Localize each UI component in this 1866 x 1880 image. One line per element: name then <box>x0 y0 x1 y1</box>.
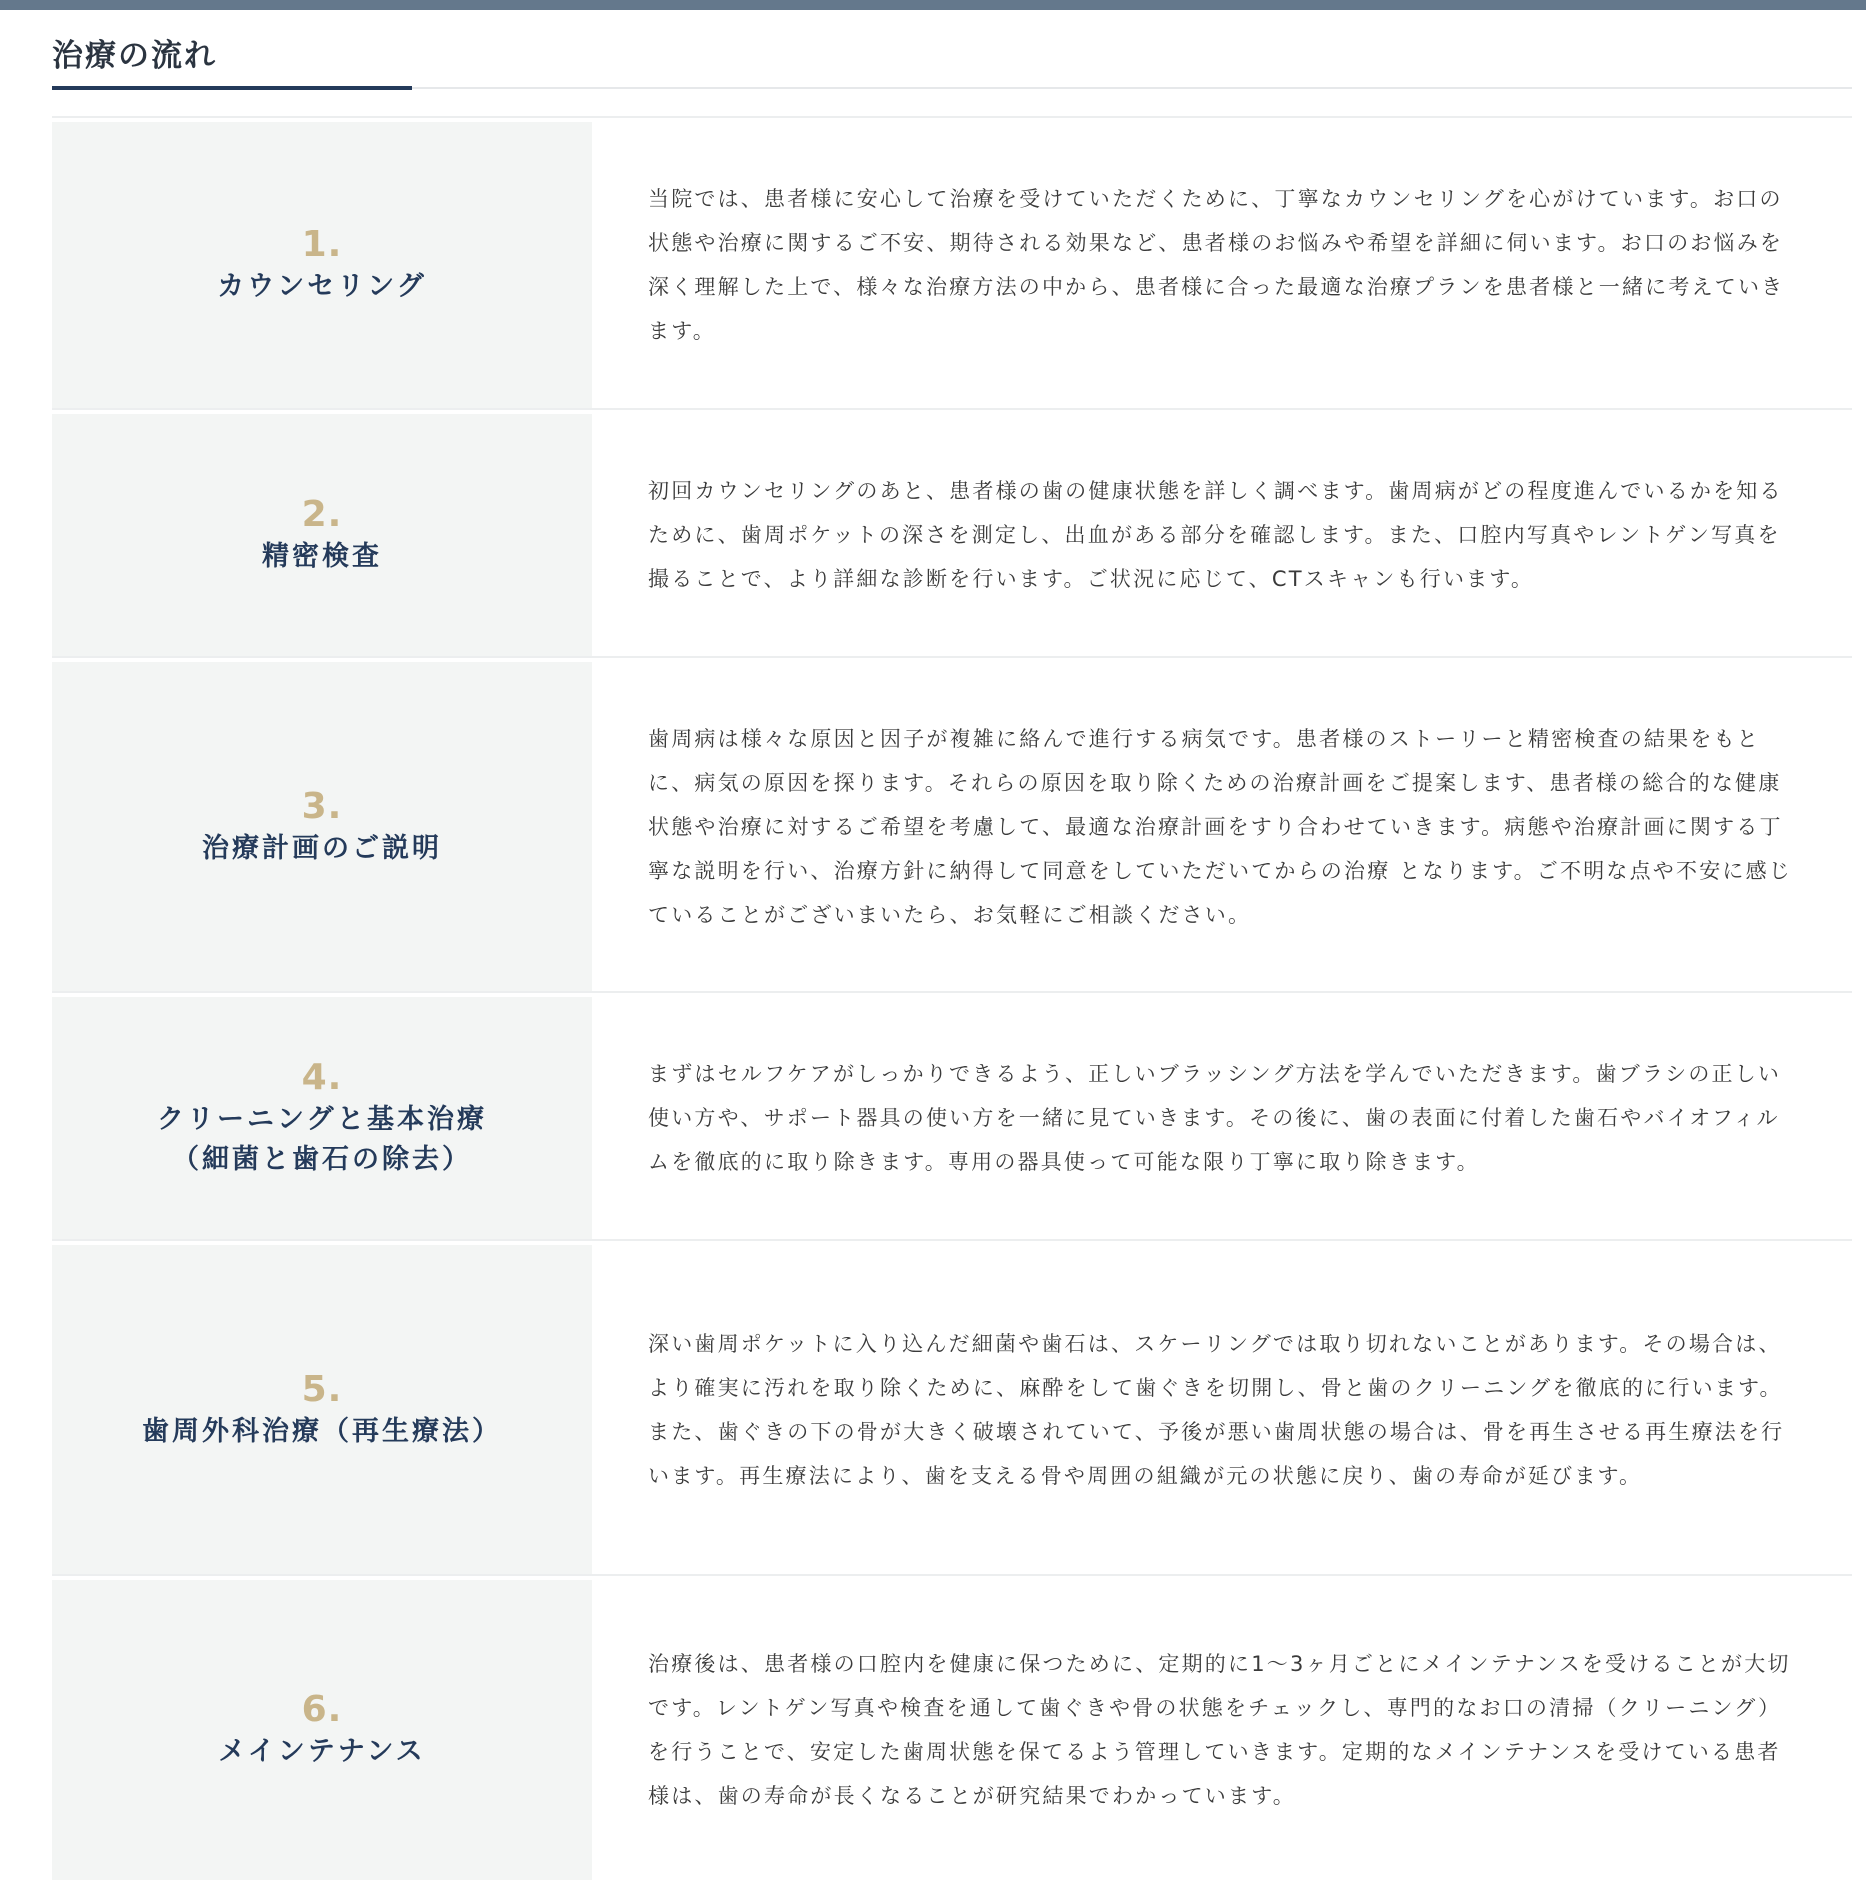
step-row-3 <box>52 658 1852 993</box>
step-row-6 <box>52 1576 1852 1880</box>
step-title: 治療計画のご説明 <box>202 832 442 864</box>
step-description: 治療後は、患者様の口腔内を健康に保つために、定期的に1〜3ヶ月ごとにメインテナンスを受けることが大切です。レントゲン写真や検査を通して歯ぐきや骨の状態をチェックし、専門的なお口の清掃（クリーニング）を行うことで、安定した歯周状態を保てるよう管理していきます。定期的なメインテナンスを受けている患者様は、歯の寿命が長くなることが研究結果でわかっています。 <box>648 1652 1791 1808</box>
step-description-cell <box>592 997 1852 1239</box>
step-title: メインテナンス <box>218 1736 426 1767</box>
top-bar <box>0 0 1866 10</box>
step-description: 初回カウンセリングのあと、患者様の歯の健康状態を詳しく調べます。歯周病がどの程度進んでいるかを知るために、歯周ポケットの深さを測定し、出血がある部分を確認します。また、口腔内写真やレントゲン写真を撮ることで、より詳細な診断を行います。ご状況に応じて、CTスキャンも行います。 <box>648 479 1783 591</box>
treatment-flow-list <box>52 116 1852 1880</box>
step-row-1 <box>52 118 1852 410</box>
section-title: 治療の流れ <box>52 38 217 74</box>
step-number: 1. <box>301 224 343 265</box>
step-label-cell <box>52 662 592 991</box>
step-description: 歯周病は様々な原因と因子が複雑に絡んで進行する病気です。患者様のストーリーと精密検査の結果をもとに、病気の原因を探ります。それらの原因を取り除くための治療計画をご提案します、患者様の総合的な健康状態や治療に対するご希望を考慮して、最適な治療計画をすり合わせていきます。病態や治療計画に関する丁寧な説明を行い、治療方針に納得して同意をしていただいてからの治療 となります。ご不明な点や不安に感じていることがございまいたら、お気軽にご相談ください。 <box>648 726 1792 927</box>
step-description: まずはセルフケアがしっかりできるよう、正しいブラッシング方法を学んでいただきます。歯ブラシの正しい使い方や、サポート器具の使い方を一緒に見ていきます。その後に、歯の表面に付着した歯石やバイオフィルムを徹底的に取り除きます。専用の器具使って可能な限り丁寧に取り除きます。 <box>648 1062 1782 1174</box>
step-description-cell <box>592 122 1852 408</box>
header-accent-underline <box>52 86 412 90</box>
step-title: クリーニングと基本治療 （細菌と歯石の除去） <box>157 1104 487 1175</box>
step-row-2 <box>52 410 1852 658</box>
step-description: 当院では、患者様に安心して治療を受けていただくために、丁寧なカウンセリングを心がけています。お口の状態や治療に関するご不安、期待される効果など、患者様のお悩みや希望を詳細に伺います。お口のお悩みを深く理解した上で、様々な治療方法の中から、患者様に合った最適な治療プランを患者様と一緒に考えていきます。 <box>648 187 1785 343</box>
step-title: 精密検査 <box>262 541 382 572</box>
step-number: 3. <box>301 785 343 827</box>
step-title: カウンセリング <box>217 271 427 302</box>
step-row-4 <box>52 993 1852 1241</box>
step-label-cell <box>52 997 592 1239</box>
step-description-cell <box>592 414 1852 656</box>
step-number: 2. <box>301 494 343 535</box>
step-description-cell <box>592 662 1852 991</box>
step-row-5 <box>52 1241 1852 1576</box>
section-header <box>52 36 1852 92</box>
step-description-cell <box>592 1245 1852 1574</box>
step-label-cell <box>52 122 592 408</box>
step-number: 4. <box>301 1057 343 1098</box>
step-description: 深い歯周ポケットに入り込んだ細菌や歯石は、スケーリングでは取り切れないことがあります。その場合は、より確実に汚れを取り除くために、麻酔をして歯ぐきを切開し、骨と歯のクリーニングを徹底的に行います。また、歯ぐきの下の骨が大きく破壊されていて、予後が悪い歯周状態の場合は、骨を再生させる再生療法を行います。再生療法により、歯を支える骨や周囲の組織が元の状態に戻り、歯の寿命が延びます。 <box>648 1331 1785 1488</box>
step-title: 歯周外科治療（再生療法） <box>142 1415 502 1447</box>
step-label-cell <box>52 1580 592 1880</box>
step-number: 6. <box>301 1689 343 1730</box>
step-description-cell <box>592 1580 1852 1880</box>
step-label-cell <box>52 414 592 656</box>
step-label-cell <box>52 1245 592 1574</box>
step-number: 5. <box>301 1368 343 1410</box>
